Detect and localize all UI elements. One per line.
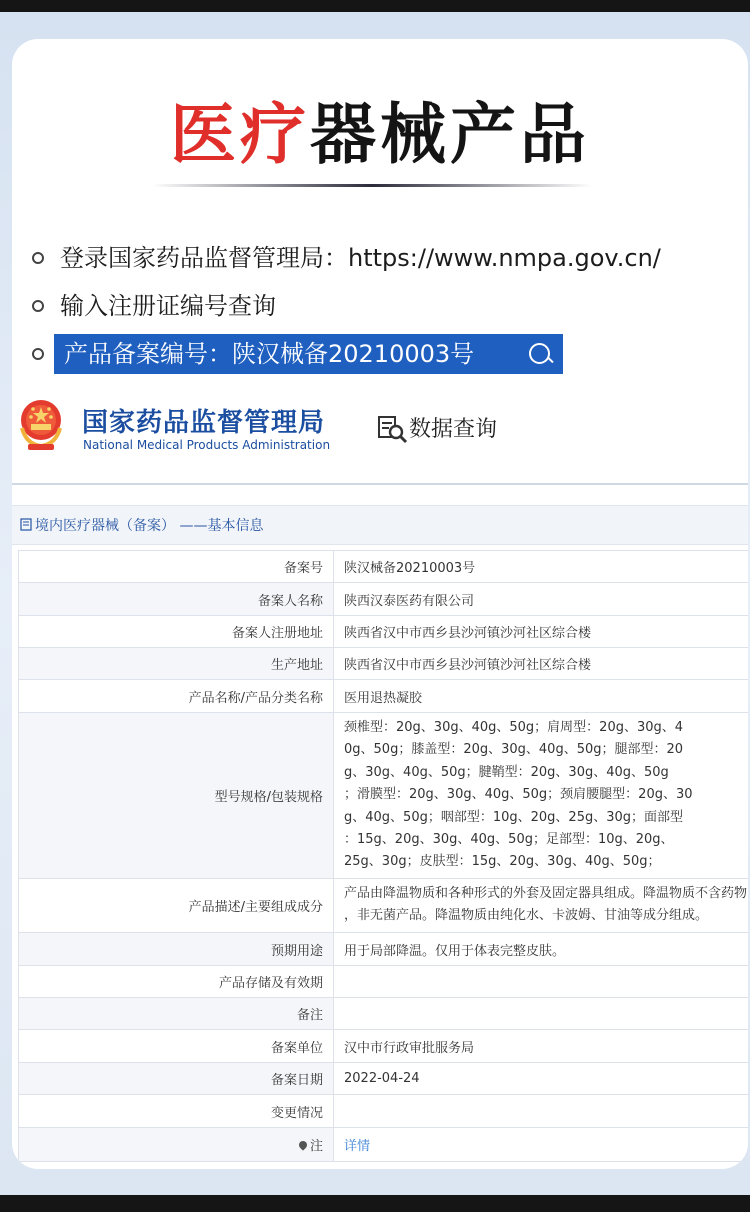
table-row bbox=[19, 1030, 749, 1063]
table-row bbox=[19, 616, 749, 648]
row-label: 产品描述/主要组成成分 bbox=[19, 878, 334, 932]
bullet-icon bbox=[32, 348, 44, 360]
basic-info-table bbox=[18, 550, 748, 1162]
table-row bbox=[19, 966, 749, 998]
row-value bbox=[334, 1128, 749, 1162]
pin-icon bbox=[297, 1139, 308, 1150]
record-number-text: 产品备案编号：陕汉械备20210003号 bbox=[64, 340, 475, 368]
list-item bbox=[32, 234, 732, 282]
row-label: 产品存储及有效期 bbox=[19, 966, 334, 998]
table-row bbox=[19, 713, 749, 879]
row-value: 陕汉械备20210003号 bbox=[334, 551, 749, 583]
page-title-rest: 器械产品 bbox=[310, 96, 590, 173]
spec-value: 颈椎型：20g、30g、40g、50g；肩周型：20g、30g、4 0g、50g；膝盖型：20g、30g、40g、50g；腿部型：20 g、30g、40g、50g；腱鞘型：20g、30g、40g、50g ；滑膜型：20g、30g、40g、50g；颈肩腰腿型：20g、30 g、40g、50g；咽部型：10g、20g、25g、30g；面部型 ：15g、20g、30g、40g、50g；足部型：10g、20g、 25g、30g；皮肤型：15g、20g、30g、40g、50g； bbox=[334, 713, 749, 879]
row-label: 备注 bbox=[19, 998, 334, 1030]
page-title bbox=[12, 95, 748, 175]
data-query-link[interactable]: 数据查询 bbox=[409, 417, 498, 442]
table-row bbox=[19, 878, 749, 932]
instruction-text: 登录国家药品监督管理局：https://www.nmpa.gov.cn/ bbox=[60, 244, 661, 272]
row-label: 备案单位 bbox=[19, 1030, 334, 1063]
row-label: 产品名称/产品分类名称 bbox=[19, 680, 334, 713]
breadcrumb-text[interactable]: 境内医疗器械（备案） ——基本信息 bbox=[35, 518, 264, 534]
instruction-text: 输入注册证编号查询 bbox=[60, 292, 276, 320]
table-row bbox=[19, 1095, 749, 1128]
table-row bbox=[19, 1128, 749, 1162]
list-item bbox=[32, 282, 732, 330]
row-value: 陕西省汉中市西乡县沙河镇沙河社区综合楼 bbox=[334, 648, 749, 680]
nmpa-header bbox=[12, 394, 748, 474]
row-value: 陕西汉泰医药有限公司 bbox=[334, 583, 749, 616]
note-label-cell bbox=[19, 1128, 334, 1162]
row-value: 医用退热凝胶 bbox=[334, 680, 749, 713]
row-label: 备案号 bbox=[19, 551, 334, 583]
document-icon bbox=[20, 518, 32, 531]
details-link[interactable]: 详情 bbox=[344, 1139, 371, 1155]
row-value: 汉中市行政审批服务局 bbox=[334, 1030, 749, 1063]
description-value: 产品由降温物质和各种形式的外套及固定器具组成。降温物质不含药物 ，非无菌产品。降温物质由纯化水、卡波姆、甘油等成分组成。 bbox=[334, 878, 749, 932]
divider bbox=[12, 483, 748, 485]
data-query-icon[interactable] bbox=[377, 414, 409, 444]
page-title-highlight: 医疗 bbox=[170, 96, 310, 173]
row-value: 陕西省汉中市西乡县沙河镇沙河社区综合楼 bbox=[334, 616, 749, 648]
table-row bbox=[19, 583, 749, 616]
row-label: 型号规格/包装规格 bbox=[19, 713, 334, 879]
title-underline bbox=[152, 184, 592, 187]
instruction-list bbox=[32, 234, 732, 378]
row-label: 注 bbox=[309, 1139, 323, 1155]
national-emblem-icon bbox=[16, 398, 66, 454]
content-card bbox=[12, 39, 748, 1169]
breadcrumb bbox=[12, 505, 748, 545]
search-icon bbox=[529, 343, 550, 364]
table-row bbox=[19, 1063, 749, 1095]
row-value: 2022-04-24 bbox=[334, 1063, 749, 1095]
table-row bbox=[19, 933, 749, 966]
row-label: 备案人名称 bbox=[19, 583, 334, 616]
row-label: 备案日期 bbox=[19, 1063, 334, 1095]
row-value bbox=[334, 998, 749, 1030]
table-row bbox=[19, 998, 749, 1030]
bullet-icon bbox=[32, 252, 44, 264]
row-label: 生产地址 bbox=[19, 648, 334, 680]
row-value: 用于局部降温。仅用于体表完整皮肤。 bbox=[334, 933, 749, 966]
agency-name-en: National Medical Products Administration bbox=[83, 438, 331, 452]
row-label: 备案人注册地址 bbox=[19, 616, 334, 648]
bullet-icon bbox=[32, 300, 44, 312]
row-label: 变更情况 bbox=[19, 1095, 334, 1128]
row-value bbox=[334, 1095, 749, 1128]
row-label: 预期用途 bbox=[19, 933, 334, 966]
list-item-highlighted bbox=[32, 330, 732, 378]
agency-name: 国家药品监督管理局 bbox=[82, 408, 326, 438]
table-row bbox=[19, 551, 749, 583]
row-value bbox=[334, 966, 749, 998]
table-row bbox=[19, 648, 749, 680]
page-frame bbox=[0, 12, 750, 1195]
table-row bbox=[19, 680, 749, 713]
